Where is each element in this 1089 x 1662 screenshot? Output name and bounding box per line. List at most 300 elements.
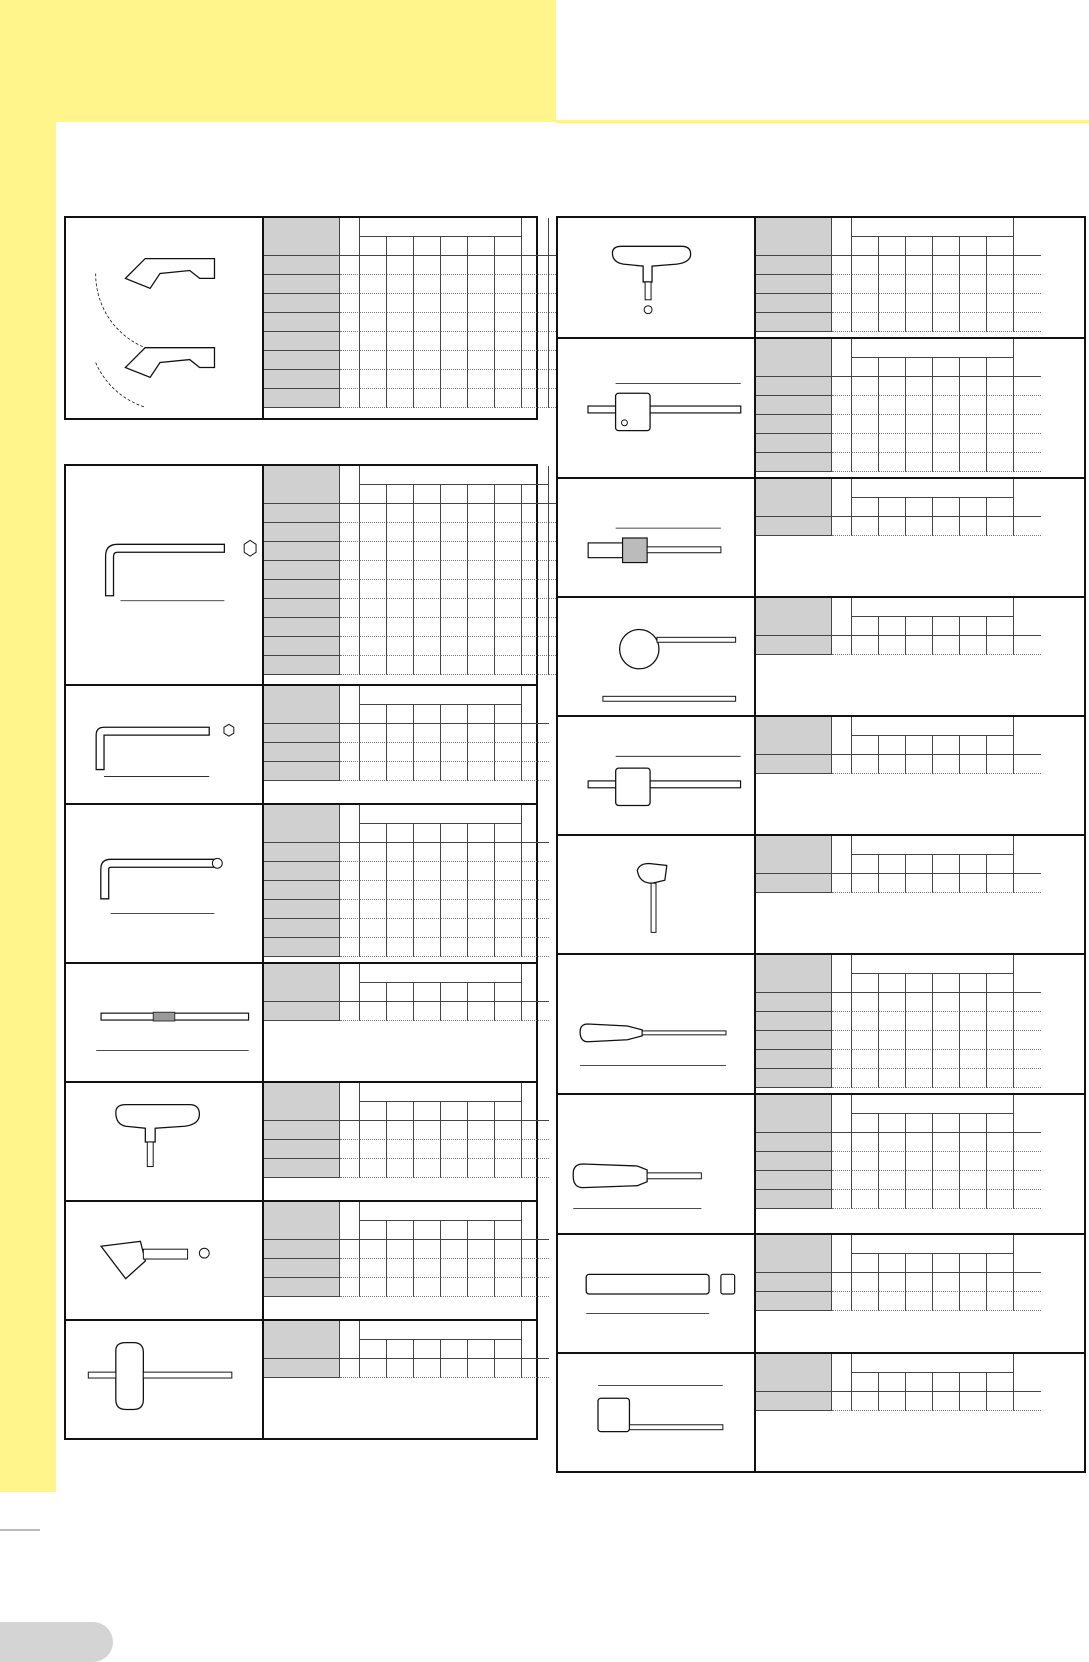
table-cell	[264, 843, 340, 862]
spec-table	[756, 717, 1084, 774]
table-cell	[414, 523, 441, 542]
table-cell	[852, 237, 879, 256]
table-cell	[441, 275, 468, 294]
table-cell	[832, 434, 852, 453]
table-cell	[468, 1121, 495, 1140]
table-cell	[441, 1102, 468, 1121]
spec-table	[756, 339, 1084, 472]
table-cell	[1014, 1392, 1041, 1411]
table-cell	[906, 498, 933, 517]
table-cell	[906, 434, 933, 453]
table-cell	[414, 580, 441, 599]
table-cell	[1014, 1095, 1041, 1133]
table-cell	[441, 881, 468, 900]
table-cell	[879, 1373, 906, 1392]
product-drawing	[66, 1202, 264, 1319]
table-cell	[933, 755, 960, 774]
table-cell	[522, 743, 549, 762]
table-cell	[1014, 874, 1041, 893]
table-cell	[832, 717, 852, 755]
table-cell	[879, 993, 906, 1012]
spec-table	[756, 1354, 1084, 1411]
table-cell	[414, 599, 441, 618]
table-cell	[468, 523, 495, 542]
table-cell	[879, 636, 906, 655]
table-cell	[468, 618, 495, 637]
table-cell	[495, 561, 522, 580]
spec-table	[756, 836, 1084, 893]
table-cell	[522, 686, 549, 724]
wing-handle-key-icon	[558, 836, 754, 953]
table-cell	[960, 313, 987, 332]
table-cell	[832, 1031, 852, 1050]
table-cell	[414, 485, 441, 504]
table-cell	[879, 453, 906, 472]
table-cell	[832, 1235, 852, 1273]
table-cell	[852, 836, 1014, 855]
table-cell	[756, 955, 832, 993]
table-cell	[756, 396, 832, 415]
table-cell	[879, 755, 906, 774]
table-cell	[387, 1240, 414, 1259]
product-row	[558, 596, 1084, 715]
table-cell	[960, 1152, 987, 1171]
table-cell	[264, 762, 340, 781]
table-cell	[387, 599, 414, 618]
table-cell	[987, 636, 1014, 655]
table-cell	[414, 618, 441, 637]
table-cell	[360, 1221, 387, 1240]
table-cell	[495, 1340, 522, 1359]
table-cell	[933, 1050, 960, 1069]
spec-table-panel	[64, 216, 538, 420]
table-cell	[360, 294, 387, 313]
table-cell	[468, 919, 495, 938]
table-cell	[387, 1359, 414, 1378]
table-cell	[387, 862, 414, 881]
table-cell	[441, 542, 468, 561]
table-cell	[522, 919, 549, 938]
table-cell	[264, 881, 340, 900]
table-cell	[495, 294, 522, 313]
table-cell	[264, 1321, 340, 1359]
table-cell	[906, 415, 933, 434]
table-cell	[340, 599, 360, 618]
table-cell	[933, 256, 960, 275]
table-cell	[987, 313, 1014, 332]
table-cell	[1014, 1069, 1041, 1088]
table-cell	[441, 561, 468, 580]
table-cell	[832, 1152, 852, 1171]
table-cell	[756, 1012, 832, 1031]
table-cell	[441, 370, 468, 389]
table-cell	[414, 656, 441, 675]
product-row	[66, 962, 536, 1081]
product-row	[558, 1093, 1084, 1233]
table-cell	[468, 762, 495, 781]
table-cell	[495, 983, 522, 1002]
table-cell	[852, 339, 1014, 358]
table-cell	[360, 919, 387, 938]
spec-table-panel	[556, 216, 1086, 1473]
table-cell	[756, 836, 832, 874]
table-cell	[933, 294, 960, 313]
table-cell	[756, 1095, 832, 1133]
table-cell	[960, 736, 987, 755]
table-cell	[879, 377, 906, 396]
spec-table	[264, 805, 536, 957]
table-cell	[340, 1121, 360, 1140]
table-cell	[360, 1083, 522, 1102]
table-cell	[340, 466, 360, 504]
table-cell	[960, 874, 987, 893]
table-cell	[522, 618, 549, 637]
table-cell	[360, 724, 387, 743]
table-cell	[852, 1114, 879, 1133]
table-cell	[852, 855, 879, 874]
product-drawing	[558, 339, 756, 477]
table-cell	[414, 1121, 441, 1140]
table-cell	[987, 1392, 1014, 1411]
product-drawing	[66, 466, 264, 684]
spec-table	[264, 1202, 536, 1297]
table-cell	[387, 843, 414, 862]
product-drawing	[558, 218, 756, 337]
table-cell	[264, 1140, 340, 1159]
table-cell	[832, 256, 852, 275]
t-handle-key-icon	[66, 1083, 262, 1200]
table-cell	[987, 1190, 1014, 1209]
table-cell	[264, 370, 340, 389]
table-cell	[495, 862, 522, 881]
table-cell	[495, 485, 522, 504]
table-cell	[522, 1159, 549, 1178]
table-cell	[340, 218, 360, 256]
table-cell	[852, 396, 879, 415]
table-cell	[340, 561, 360, 580]
table-cell	[387, 256, 414, 275]
table-cell	[360, 1121, 387, 1140]
product-drawing	[66, 1083, 264, 1200]
table-cell	[468, 938, 495, 957]
table-cell	[387, 705, 414, 724]
product-row	[66, 466, 536, 684]
table-cell	[852, 636, 879, 655]
table-cell	[387, 824, 414, 843]
table-cell	[340, 256, 360, 275]
table-cell	[1014, 1273, 1041, 1292]
table-cell	[852, 1012, 879, 1031]
table-cell	[987, 1133, 1014, 1152]
table-cell	[756, 1152, 832, 1171]
table-cell	[756, 313, 832, 332]
table-cell	[340, 762, 360, 781]
screwdriver-icon	[558, 955, 754, 1093]
table-cell	[933, 1171, 960, 1190]
table-cell	[756, 1031, 832, 1050]
table-cell	[522, 485, 549, 504]
table-cell	[1014, 1190, 1041, 1209]
table-cell	[522, 762, 549, 781]
table-cell	[441, 637, 468, 656]
table-cell	[495, 938, 522, 957]
table-cell	[387, 294, 414, 313]
table-cell	[960, 1373, 987, 1392]
table-cell	[414, 1359, 441, 1378]
table-cell	[522, 1083, 549, 1121]
table-cell	[340, 1359, 360, 1378]
table-cell	[987, 1031, 1014, 1050]
table-cell	[879, 1152, 906, 1171]
table-cell	[852, 974, 879, 993]
table-cell	[441, 256, 468, 275]
table-cell	[441, 1121, 468, 1140]
table-cell	[468, 1259, 495, 1278]
table-cell	[852, 1392, 879, 1411]
table-cell	[414, 561, 441, 580]
table-cell	[340, 504, 360, 523]
table-cell	[906, 237, 933, 256]
table-cell	[879, 434, 906, 453]
table-cell	[441, 1240, 468, 1259]
table-cell	[387, 370, 414, 389]
spec-table	[264, 218, 536, 408]
table-cell	[414, 743, 441, 762]
table-cell	[906, 755, 933, 774]
table-cell	[495, 237, 522, 256]
table-cell	[960, 396, 987, 415]
table-cell	[360, 256, 387, 275]
table-cell	[852, 1373, 879, 1392]
table-cell	[468, 351, 495, 370]
spec-table	[756, 1095, 1084, 1209]
flag-handle-key-icon	[558, 339, 754, 477]
table-cell	[987, 1012, 1014, 1031]
table-cell	[340, 881, 360, 900]
grip-screwdriver-icon	[558, 479, 754, 596]
table-cell	[387, 1002, 414, 1021]
table-cell	[264, 686, 340, 724]
table-cell	[852, 717, 1014, 736]
product-drawing	[558, 479, 756, 596]
spec-table	[264, 466, 536, 675]
table-cell	[987, 377, 1014, 396]
table-cell	[495, 1259, 522, 1278]
flag-handle-torx-key-icon	[558, 717, 754, 834]
table-cell	[414, 370, 441, 389]
table-cell	[852, 1354, 1014, 1373]
table-cell	[264, 724, 340, 743]
page-number-tab	[0, 1622, 113, 1662]
table-cell	[468, 637, 495, 656]
table-cell	[441, 523, 468, 542]
table-cell	[933, 517, 960, 536]
table-cell	[1014, 434, 1041, 453]
table-cell	[1014, 313, 1041, 332]
table-cell	[468, 1340, 495, 1359]
table-cell	[906, 1114, 933, 1133]
table-cell	[933, 415, 960, 434]
table-cell	[852, 1152, 879, 1171]
header-accent-block	[0, 0, 556, 122]
table-cell	[441, 313, 468, 332]
table-cell	[879, 358, 906, 377]
table-cell	[441, 580, 468, 599]
table-cell	[906, 1050, 933, 1069]
table-cell	[960, 1254, 987, 1273]
table-cell	[468, 743, 495, 762]
table-cell	[832, 1392, 852, 1411]
product-row	[558, 1352, 1084, 1471]
knob-handle-driver-icon	[66, 1321, 262, 1438]
round-handle-key-icon	[558, 598, 754, 715]
table-cell	[264, 1002, 340, 1021]
table-cell	[1014, 294, 1041, 313]
table-cell	[360, 1259, 387, 1278]
table-cell	[360, 332, 387, 351]
product-row	[66, 1081, 536, 1200]
table-cell	[387, 656, 414, 675]
table-cell	[360, 1278, 387, 1297]
table-cell	[1014, 275, 1041, 294]
table-cell	[340, 332, 360, 351]
table-cell	[387, 637, 414, 656]
table-cell	[414, 294, 441, 313]
table-cell	[987, 498, 1014, 517]
table-cell	[852, 1292, 879, 1311]
table-cell	[495, 599, 522, 618]
table-cell	[756, 1292, 832, 1311]
table-cell	[414, 1340, 441, 1359]
product-row	[66, 1319, 536, 1438]
table-cell	[933, 313, 960, 332]
product-drawing	[558, 955, 756, 1093]
table-cell	[1014, 1050, 1041, 1069]
table-cell	[468, 1221, 495, 1240]
table-cell	[340, 1002, 360, 1021]
table-cell	[414, 862, 441, 881]
short-l-hex-key-icon	[66, 686, 262, 803]
table-cell	[360, 466, 549, 485]
table-cell	[340, 1278, 360, 1297]
table-cell	[387, 1278, 414, 1297]
table-cell	[468, 256, 495, 275]
table-cell	[495, 580, 522, 599]
table-cell	[987, 874, 1014, 893]
table-cell	[933, 1152, 960, 1171]
table-cell	[906, 1292, 933, 1311]
table-cell	[360, 389, 387, 408]
table-cell	[340, 351, 360, 370]
table-cell	[756, 294, 832, 313]
table-cell	[468, 389, 495, 408]
table-cell	[1014, 1031, 1041, 1050]
table-cell	[1014, 415, 1041, 434]
table-cell	[960, 1114, 987, 1133]
table-cell	[1014, 256, 1041, 275]
table-cell	[468, 724, 495, 743]
table-cell	[387, 542, 414, 561]
table-cell	[264, 332, 340, 351]
table-cell	[414, 1102, 441, 1121]
table-cell	[987, 1254, 1014, 1273]
table-cell	[1014, 1235, 1041, 1273]
table-cell	[414, 1259, 441, 1278]
table-cell	[756, 256, 832, 275]
table-cell	[340, 919, 360, 938]
table-cell	[414, 256, 441, 275]
table-cell	[832, 517, 852, 536]
table-cell	[832, 453, 852, 472]
table-cell	[468, 900, 495, 919]
table-cell	[340, 843, 360, 862]
table-cell	[987, 237, 1014, 256]
table-cell	[495, 656, 522, 675]
table-cell	[960, 294, 987, 313]
table-cell	[906, 1031, 933, 1050]
table-cell	[879, 1012, 906, 1031]
table-cell	[468, 313, 495, 332]
table-cell	[495, 332, 522, 351]
table-cell	[933, 1273, 960, 1292]
table-cell	[522, 256, 549, 275]
product-drawing	[558, 1235, 756, 1352]
table-cell	[832, 218, 852, 256]
product-drawing	[66, 805, 264, 962]
table-cell	[960, 415, 987, 434]
table-cell	[933, 974, 960, 993]
table-cell	[832, 1069, 852, 1088]
table-cell	[264, 862, 340, 881]
table-cell	[906, 1171, 933, 1190]
table-cell	[264, 1083, 340, 1121]
table-cell	[468, 275, 495, 294]
table-cell	[387, 1140, 414, 1159]
spec-table	[264, 964, 536, 1021]
table-cell	[387, 938, 414, 957]
table-cell	[264, 1259, 340, 1278]
table-cell	[522, 900, 549, 919]
table-cell	[387, 1159, 414, 1178]
product-drawing	[558, 598, 756, 715]
table-cell	[360, 964, 522, 983]
table-cell	[756, 636, 832, 655]
table-cell	[522, 1140, 549, 1159]
table-cell	[906, 1152, 933, 1171]
table-cell	[414, 351, 441, 370]
table-cell	[264, 542, 340, 561]
table-cell	[960, 434, 987, 453]
table-cell	[414, 938, 441, 957]
table-cell	[360, 1002, 387, 1021]
table-cell	[832, 1171, 852, 1190]
table-cell	[360, 1159, 387, 1178]
table-cell	[756, 453, 832, 472]
table-cell	[414, 919, 441, 938]
product-row	[558, 218, 1084, 337]
table-cell	[414, 542, 441, 561]
table-cell	[495, 762, 522, 781]
table-cell	[852, 755, 879, 774]
table-cell	[960, 1012, 987, 1031]
table-cell	[906, 855, 933, 874]
table-cell	[414, 1278, 441, 1297]
table-cell	[522, 370, 549, 389]
table-cell	[879, 1392, 906, 1411]
product-drawing	[558, 717, 756, 834]
table-cell	[933, 617, 960, 636]
table-cell	[468, 1240, 495, 1259]
